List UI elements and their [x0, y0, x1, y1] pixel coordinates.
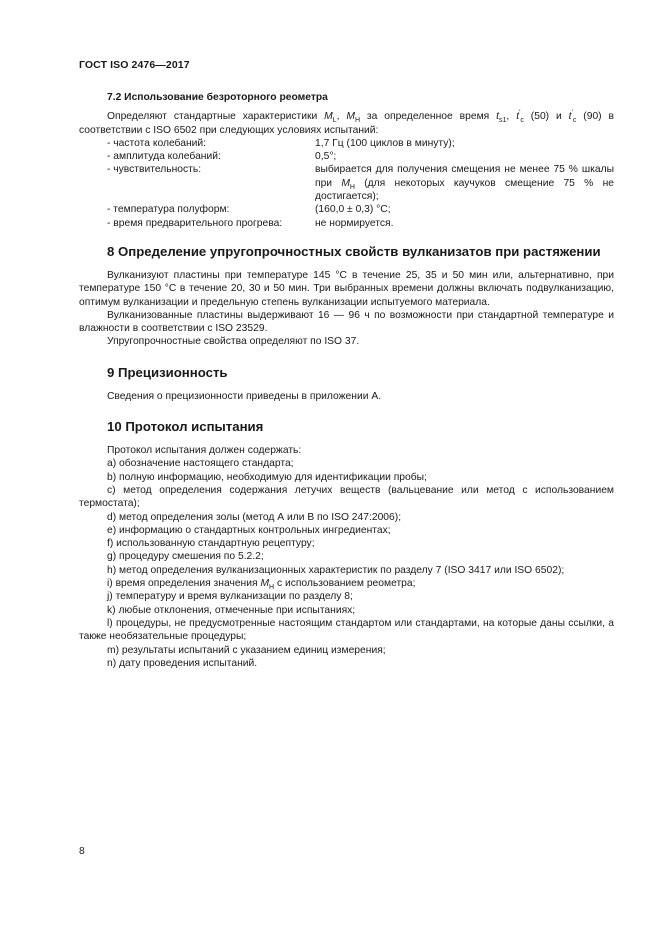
condition-label: - амплитуда колебаний: [107, 151, 221, 163]
document-body [79, 91, 614, 670]
page-number: 8 [79, 846, 85, 857]
list-item: h) метод определения вулканизационных характеристик по разделу 7 (ISO 3417 или ISO 6502); [107, 564, 565, 576]
condition-value: 1,7 Гц (100 циклов в минуту); [315, 137, 455, 149]
condition-label: - чувствительность: [107, 164, 202, 176]
condition-value: (160,0 ± 0,3) °С; [315, 204, 391, 216]
condition-label: - температура полуформ: [107, 204, 230, 216]
condition-label: - время предварительного прогрева: [107, 217, 283, 229]
list-item: g) процедуру смешения по 5.2.2; [107, 551, 264, 563]
list-item: с) метод определения содержания летучих веществ (вальцевание или метод с использованием термостата); [79, 484, 614, 510]
list-item: i) время определения значения $M_H$ с использованием реометра; [107, 578, 416, 592]
subsection-7-2-intro: Определяют стандартные характеристики $M_L$, $M_H$ за определенное время $t_{s1}$, $t'_c$ (50) и $t'_c$ (90) в соответствии с ISO 6502 при следующих условиях испытаний: [79, 109, 614, 136]
report-intro: Протокол испытания должен содержать: [107, 445, 302, 457]
list-item: b) полную информацию, необходимую для идентификации пробы; [107, 471, 427, 483]
condition-value: 0,5°; [315, 151, 337, 163]
table-row [107, 137, 614, 150]
list-item: j) температуру и время вулканизации по разделу 8; [107, 591, 353, 603]
condition-value: выбирается для получения смещения не менее 75 % шкалы при $M_H$ (для некоторых каучуков смещение 75 % не достигается); [315, 164, 614, 203]
list-item: d) метод определения золы (метод А или В по ISO 247:2006); [107, 511, 402, 523]
section-8-title: 8 Определение упругопрочностных свойств вулканизатов при растяжении [107, 243, 601, 259]
list-item: m) результаты испытаний с указанием единиц измерения; [107, 644, 386, 656]
list-item: е) информацию о стандартных контрольных ингредиентах; [107, 524, 391, 536]
standard-header: ГОСТ ISO 2476—2017 [79, 59, 190, 71]
section-9-title: 9 Прецизионность [107, 364, 228, 380]
condition-label: - частота колебаний: [107, 137, 206, 149]
list-item: l) процедуры, не предусмотренные настоящим стандартом или стандартами, на которые даны ссылки, а также необязательные процедуры; [79, 617, 614, 643]
table-row [107, 217, 614, 230]
test-conditions-table [107, 137, 614, 230]
section-8-paragraph: Упругопрочностные свойства определяют по ISO 37. [107, 336, 360, 348]
section-10-title: 10 Протокол испытания [107, 419, 264, 435]
list-item: k) любые отклонения, отмеченные при испытаниях; [107, 604, 356, 616]
condition-value: не нормируется. [315, 217, 394, 229]
table-row [107, 203, 614, 216]
list-item: а) обозначение настоящего стандарта; [107, 458, 294, 470]
table-row [107, 163, 614, 203]
section-8-paragraph: Вулканизуют пластины при температуре 145 °С в течение 25, 35 и 50 мин или, альтернативно, при температуре 150 °С в течение 20, 30 и 50 мин. Три выбранных времени должны включать подвулканизацию, оптимум вулканизации и предельную степень вулканизации испытуемого материала. [79, 269, 614, 308]
section-8-paragraph: Вулканизованные пластины выдерживают 16 — 96 ч по возможности при стандартной температуре и влажности в соответствии с ISO 23529. [79, 309, 614, 335]
list-item: f) использованную стандартную рецептуру; [107, 538, 315, 550]
section-9-paragraph: Сведения о прецизионности приведены в приложении А. [107, 390, 382, 402]
list-item: n) дату проведения испытаний. [107, 657, 258, 669]
table-row [107, 150, 614, 163]
subsection-7-2-title: 7.2 Использование безроторного реометра [107, 92, 328, 103]
